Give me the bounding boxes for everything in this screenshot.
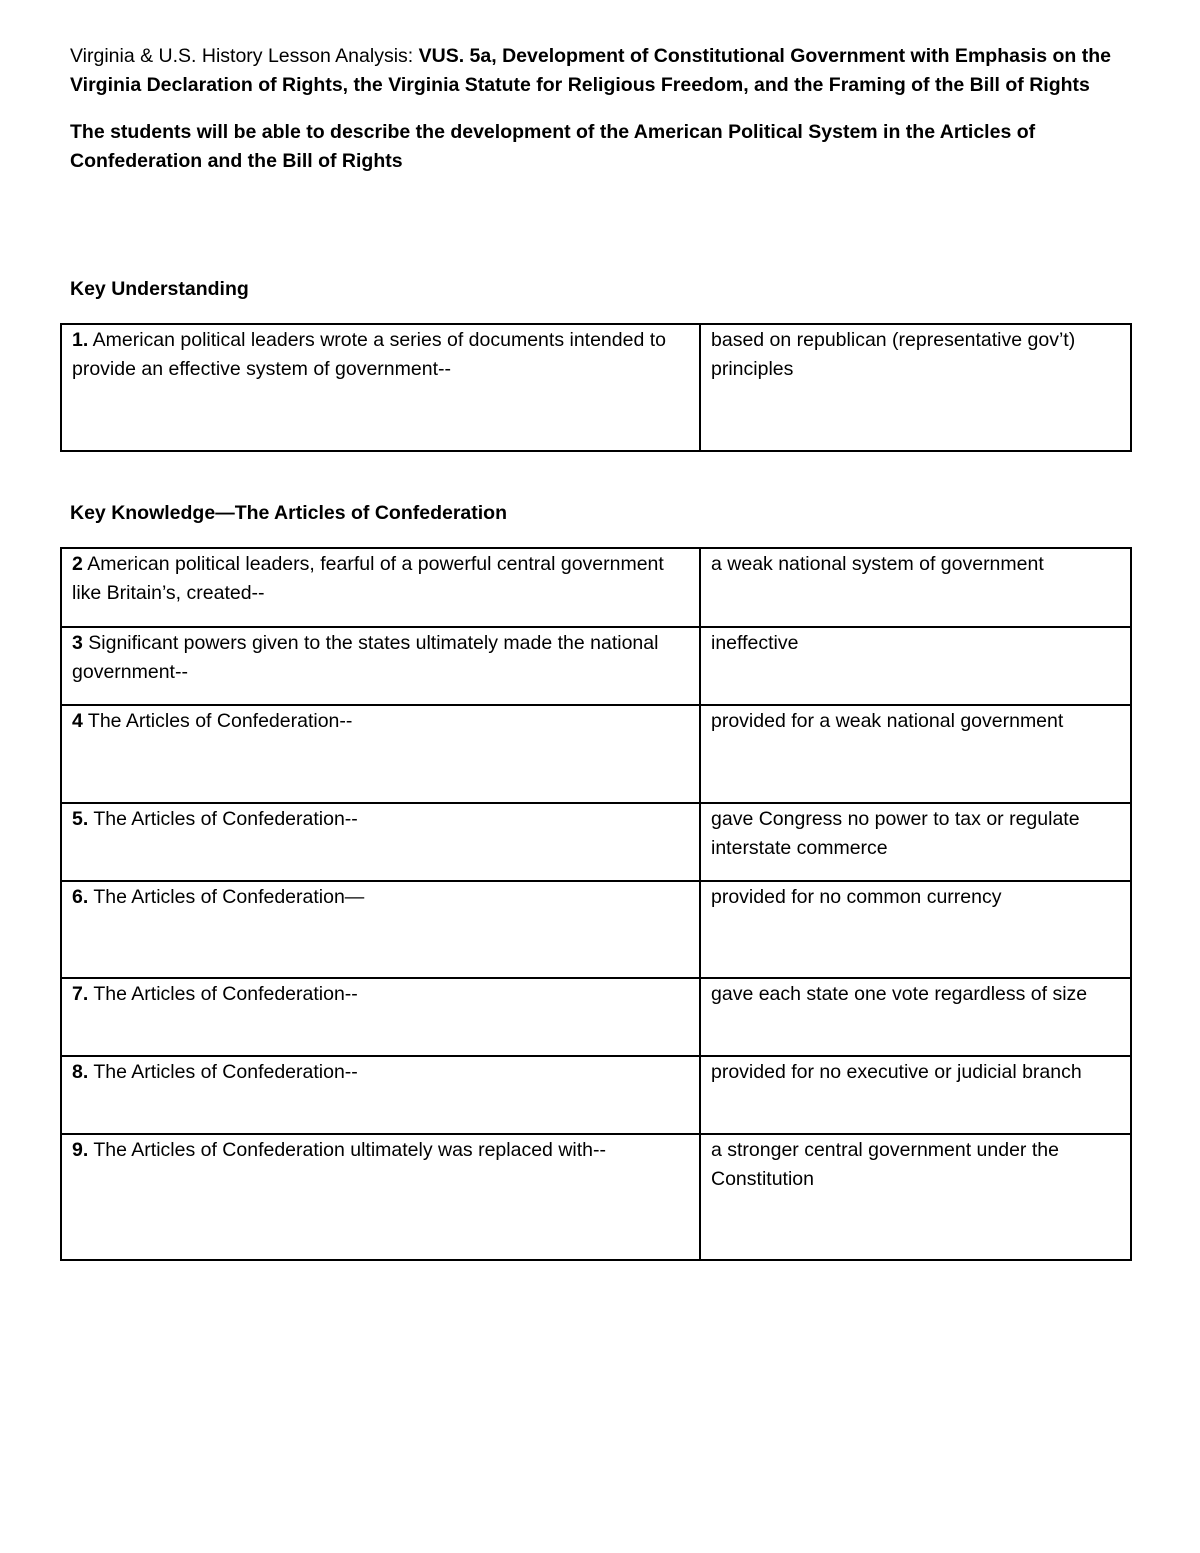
answer-cell: provided for no common currency [700, 881, 1131, 978]
question-cell [61, 1134, 700, 1260]
question-number: 5. [72, 808, 89, 830]
question-text: The Articles of Confederation-- [88, 983, 358, 1005]
table-row [61, 627, 1131, 705]
answer-cell: provided for no executive or judicial branch [700, 1056, 1131, 1134]
question-text: Significant powers given to the states ultimately made the national government-- [72, 632, 659, 683]
table-row [61, 1134, 1131, 1260]
answer-cell: provided for a weak national government [700, 705, 1131, 803]
question-text: American political leaders wrote a series of documents intended to provide an effective system of government-- [72, 329, 666, 380]
answer-cell: a stronger central government under the Constitution [700, 1134, 1131, 1260]
document-page [70, 42, 1132, 176]
key-understanding-table [60, 323, 1132, 452]
key-knowledge-table [60, 547, 1132, 1261]
question-cell [61, 1056, 700, 1134]
question-cell [61, 978, 700, 1056]
answer-cell: ineffective [700, 627, 1131, 705]
lesson-title-standard: VUS. 5a, Development of Constitutional Government with Emphasis on the Virginia Declaration of Rights, the Virginia Statute for Religious Freedom, and the Framing of the Bill of Rights [70, 45, 1111, 96]
question-number: 7. [72, 983, 89, 1005]
question-text: The Articles of Confederation ultimately was replaced with-- [88, 1139, 606, 1161]
table-row [61, 803, 1131, 881]
question-number: 8. [72, 1061, 89, 1083]
key-understanding-heading: Key Understanding [70, 278, 249, 300]
table-row [61, 324, 1131, 451]
answer-cell: gave each state one vote regardless of size [700, 978, 1131, 1056]
question-number: 2 [72, 553, 83, 575]
question-cell [61, 803, 700, 881]
table-row [61, 705, 1131, 803]
answer-cell: gave Congress no power to tax or regulate interstate commerce [700, 803, 1131, 881]
question-text: The Articles of Confederation-- [88, 1061, 358, 1083]
question-number: 1. [72, 329, 89, 351]
question-number: 4 [72, 710, 83, 732]
question-number: 6. [72, 886, 89, 908]
question-cell [61, 705, 700, 803]
question-cell [61, 881, 700, 978]
key-knowledge-heading: Key Knowledge—The Articles of Confederation [70, 502, 507, 524]
question-number: 3 [72, 632, 83, 654]
question-text: The Articles of Confederation— [88, 886, 365, 908]
question-cell [61, 548, 700, 627]
question-number: 9. [72, 1139, 89, 1161]
lesson-title-lead: Virginia & U.S. History Lesson Analysis: [70, 45, 419, 67]
lesson-title [70, 42, 1132, 100]
question-cell [61, 324, 700, 451]
question-text: The Articles of Confederation-- [82, 710, 353, 732]
question-text: American political leaders, fearful of a powerful central government like Britain’s, created-- [72, 553, 664, 604]
table-row [61, 978, 1131, 1056]
table-row [61, 881, 1131, 978]
table-row [61, 548, 1131, 627]
table-row [61, 1056, 1131, 1134]
answer-cell: a weak national system of government [700, 548, 1131, 627]
question-text: The Articles of Confederation-- [88, 808, 358, 830]
lesson-objective: The students will be able to describe the development of the American Political System in the Articles of Confederation and the Bill of Rights [70, 121, 1036, 172]
answer-cell: based on republican (representative gov’t) principles [700, 324, 1131, 451]
question-cell [61, 627, 700, 705]
